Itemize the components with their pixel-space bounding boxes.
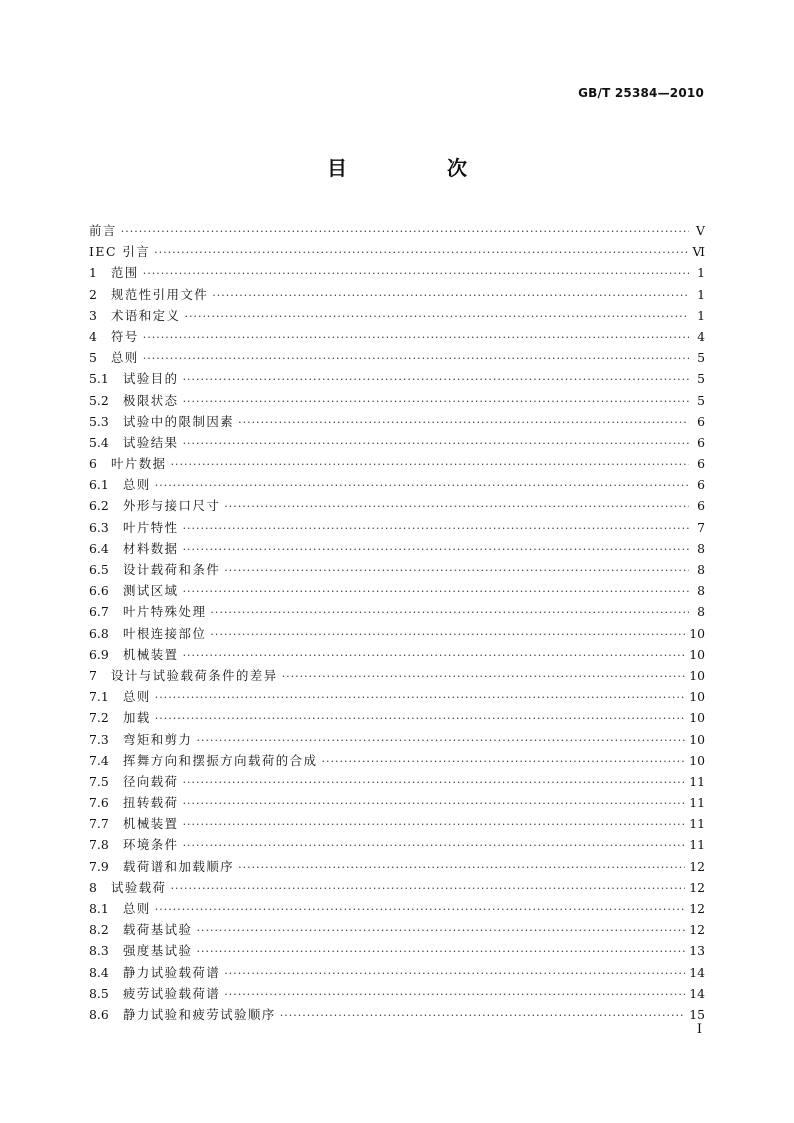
toc-entry[interactable]: [89, 601, 705, 622]
toc-leader-dots: [184, 306, 689, 327]
toc-entry-page: Ⅵ: [692, 244, 705, 260]
toc-leader-dots: [224, 984, 685, 1005]
toc-leader-dots: [183, 369, 689, 390]
toc-entry-page: 12: [689, 922, 705, 938]
toc-leader-dots: [183, 814, 686, 835]
toc-entry-page: 8: [697, 604, 705, 620]
toc-leader-dots: [143, 263, 689, 284]
toc-leader-dots: [183, 835, 686, 856]
toc-entry-page: 10: [689, 689, 705, 705]
toc-entry-number: 6.8: [89, 625, 109, 641]
toc-entry[interactable]: [89, 771, 705, 792]
toc-entry-page: 14: [689, 964, 705, 980]
toc-entry-label: 试验目的: [123, 371, 179, 387]
toc-entry-number: 7.2: [89, 710, 109, 726]
toc-entry-label: 测试区域: [123, 583, 179, 599]
toc-entry[interactable]: [89, 559, 705, 580]
toc-entry-label: 试验中的限制因素: [123, 413, 235, 429]
toc-entry-page: 10: [689, 710, 705, 726]
toc-leader-dots: [183, 518, 689, 539]
toc-entry[interactable]: [89, 284, 705, 305]
toc-leader-dots: [238, 857, 685, 878]
toc-entry-label: 疲劳试验载荷谱: [123, 985, 221, 1001]
toc-entry-page: 1: [697, 265, 705, 281]
toc-entry[interactable]: [89, 347, 705, 368]
toc-entry[interactable]: [89, 707, 705, 728]
toc-entry-label: 总则: [111, 350, 139, 366]
toc-entry[interactable]: [89, 411, 705, 432]
toc-entry[interactable]: [89, 368, 705, 389]
toc-entry-number: 4: [89, 328, 97, 344]
toc-entry-number: 8.2: [89, 922, 109, 938]
toc-entry[interactable]: [89, 940, 705, 961]
toc-entry-number: 7.4: [89, 752, 109, 768]
toc-entry-number: 5.3: [89, 413, 109, 429]
toc-entry-number: 2: [89, 286, 97, 302]
toc-leader-dots: [196, 920, 685, 941]
toc-entry-label: 叶片特殊处理: [123, 604, 207, 620]
toc-entry-label: 载荷谱和加载顺序: [123, 858, 235, 874]
toc-entry-number: 8: [89, 879, 97, 895]
page-number: I: [696, 1022, 702, 1037]
toc-entry-label: 环境条件: [123, 837, 179, 853]
toc-entry-page: 11: [689, 816, 705, 832]
toc-entry-number: 6.1: [89, 477, 109, 493]
toc-entry[interactable]: [89, 834, 705, 855]
toc-entry-page: 8: [697, 540, 705, 556]
table-of-contents: [89, 220, 705, 1025]
toc-entry[interactable]: [89, 517, 705, 538]
toc-entry-label: 强度基试验: [123, 943, 193, 959]
toc-entry-label: 静力试验和疲劳试验顺序: [123, 1006, 276, 1022]
toc-entry-label: 机械装置: [123, 816, 179, 832]
toc-entry-number: 6.4: [89, 540, 109, 556]
toc-entry[interactable]: [89, 623, 705, 644]
toc-entry-label: 规范性引用文件: [111, 286, 209, 302]
toc-entry-number: 6.7: [89, 604, 109, 620]
toc-leader-dots: [155, 687, 685, 708]
toc-entry[interactable]: [89, 644, 705, 665]
toc-entry-label: 外形与接口尺寸: [123, 498, 221, 514]
toc-leader-dots: [321, 751, 685, 772]
toc-entry[interactable]: [89, 919, 705, 940]
toc-entry-page: 5: [697, 392, 705, 408]
toc-entry-number: 8.6: [89, 1006, 109, 1022]
toc-entry-label: 符号: [111, 328, 139, 344]
toc-entry-label: 术语和定义: [111, 307, 181, 323]
toc-entry-number: 7.3: [89, 731, 109, 747]
toc-entry-number: 7: [89, 667, 97, 683]
toc-entry[interactable]: [89, 665, 705, 686]
toc-leader-dots: [196, 730, 685, 751]
toc-leader-dots: [196, 941, 685, 962]
toc-entry-number: 5.4: [89, 434, 109, 450]
toc-entry-number: 7.8: [89, 837, 109, 853]
toc-entry-page: 10: [689, 625, 705, 641]
toc-entry-page: 8: [697, 562, 705, 577]
toc-entry[interactable]: [89, 474, 705, 495]
toc-leader-dots: [224, 560, 689, 581]
toc-entry-label: 加载: [123, 710, 151, 726]
toc-entry[interactable]: [89, 432, 705, 453]
toc-entry-label: 挥舞方向和摆振方向载荷的合成: [123, 752, 318, 768]
toc-entry-label: 径向载荷: [123, 773, 179, 789]
toc-entry-number: 6.3: [89, 519, 109, 535]
toc-leader-dots: [183, 581, 689, 602]
toc-entry[interactable]: [89, 898, 705, 919]
toc-entry-page: 4: [697, 328, 705, 344]
toc-entry-number: 5.1: [89, 371, 109, 387]
toc-entry-number: 7.7: [89, 816, 109, 832]
toc-entry[interactable]: [89, 495, 705, 516]
toc-entry[interactable]: [89, 877, 705, 898]
toc-entry-number: 6: [89, 456, 97, 472]
toc-entry-number: 7.5: [89, 773, 109, 789]
toc-entry-number: 7.6: [89, 795, 109, 811]
toc-entry-page: 13: [689, 943, 705, 959]
toc-entry-label: 材料数据: [123, 540, 179, 556]
toc-leader-dots: [224, 496, 689, 517]
toc-leader-dots: [154, 242, 688, 263]
toc-entry[interactable]: [89, 580, 705, 601]
toc-entry-page: 10: [689, 731, 705, 747]
toc-entry-label: 总则: [123, 901, 151, 916]
toc-entry-page: 11: [689, 773, 705, 789]
toc-entry-page: 1: [697, 307, 705, 323]
toc-entry-page: 15: [689, 1006, 705, 1022]
toc-leader-dots: [155, 475, 689, 496]
toc-entry-page: 12: [689, 879, 705, 895]
toc-leader-dots: [183, 772, 686, 793]
toc-entry-page: 10: [689, 752, 705, 768]
toc-entry-label: 试验结果: [123, 434, 179, 450]
toc-entry-number: 3: [89, 307, 97, 323]
toc-entry-page: 11: [689, 837, 705, 853]
toc-entry-label: 前言: [89, 223, 117, 238]
toc-entry-number: 6.6: [89, 583, 109, 599]
toc-entry-page: 5: [697, 350, 705, 366]
toc-leader-dots: [183, 539, 689, 560]
toc-leader-dots: [212, 285, 689, 306]
toc-entry-label: 试验载荷: [111, 879, 167, 895]
toc-entry-number: 8.3: [89, 943, 109, 959]
toc-entry-label: 设计与试验载荷条件的差异: [111, 667, 278, 683]
toc-entry[interactable]: [89, 538, 705, 559]
toc-entry-label: 设计载荷和条件: [123, 562, 221, 577]
toc-entry-page: 6: [697, 413, 705, 429]
toc-leader-dots: [155, 899, 685, 920]
toc-entry-page: 6: [697, 477, 705, 493]
toc-entry-page: 11: [689, 795, 705, 811]
toc-entry-page: 1: [697, 286, 705, 302]
toc-entry-number: 5.2: [89, 392, 109, 408]
toc-entry-number: 6.5: [89, 562, 109, 577]
toc-entry-number: 7.9: [89, 858, 109, 874]
toc-entry-page: 10: [689, 646, 705, 662]
toc-leader-dots: [143, 327, 689, 348]
toc-entry-page: 6: [697, 456, 705, 472]
toc-leader-dots: [282, 666, 686, 687]
toc-entry-number: 8.4: [89, 964, 109, 980]
toc-entry-page: Ⅴ: [696, 223, 705, 238]
toc-leader-dots: [183, 793, 686, 814]
toc-entry-label: 范围: [111, 265, 139, 281]
toc-leader-dots: [280, 1005, 685, 1026]
toc-entry-page: 12: [689, 901, 705, 916]
toc-entry-number: 6.2: [89, 498, 109, 514]
standard-code: GB/T 25384—2010: [578, 86, 704, 100]
toc-entry-number: 8.5: [89, 985, 109, 1001]
toc-entry-page: 6: [697, 434, 705, 450]
toc-entry[interactable]: [89, 241, 705, 262]
toc-entry[interactable]: [89, 983, 705, 1004]
toc-leader-dots: [171, 878, 686, 899]
toc-entry-number: 6.9: [89, 646, 109, 662]
toc-entry-number: 7.1: [89, 689, 109, 705]
toc-entry-label: 扭转载荷: [123, 795, 179, 811]
toc-entry-label: 叶片特性: [123, 519, 179, 535]
toc-entry[interactable]: [89, 813, 705, 834]
toc-entry[interactable]: [89, 686, 705, 707]
toc-entry-page: 8: [697, 583, 705, 599]
toc-entry[interactable]: [89, 326, 705, 347]
toc-entry[interactable]: [89, 453, 705, 474]
toc-entry-number: 5: [89, 350, 97, 366]
toc-leader-dots: [171, 454, 689, 475]
toc-leader-dots: [183, 433, 689, 454]
toc-leader-dots: [210, 624, 685, 645]
toc-entry[interactable]: [89, 220, 705, 241]
page-title: 目 次: [327, 156, 507, 180]
toc-leader-dots: [183, 391, 689, 412]
toc-entry-page: 6: [697, 498, 705, 514]
toc-entry[interactable]: [89, 792, 705, 813]
toc-entry-label: 叶根连接部位: [123, 625, 207, 641]
toc-entry-label: 弯矩和剪力: [123, 731, 193, 747]
toc-entry-label: 总则: [123, 477, 151, 493]
toc-entry[interactable]: [89, 1004, 705, 1025]
toc-entry-number: 8.1: [89, 901, 109, 916]
toc-entry-label: 总则: [123, 689, 151, 705]
toc-entry-page: 14: [689, 985, 705, 1001]
toc-entry-label: IEC 引言: [89, 244, 151, 260]
toc-entry[interactable]: [89, 390, 705, 411]
toc-entry-page: 7: [697, 519, 705, 535]
toc-leader-dots: [238, 412, 689, 433]
toc-leader-dots: [224, 963, 685, 984]
toc-leader-dots: [155, 708, 685, 729]
toc-leader-dots: [121, 221, 689, 242]
toc-entry-label: 极限状态: [123, 392, 179, 408]
toc-entry[interactable]: [89, 262, 705, 283]
toc-entry-number: 1: [89, 265, 97, 281]
toc-leader-dots: [143, 348, 689, 369]
toc-entry[interactable]: [89, 856, 705, 877]
toc-entry-page: 10: [689, 667, 705, 683]
toc-entry-page: 12: [689, 858, 705, 874]
toc-entry-page: 5: [697, 371, 705, 387]
toc-entry-label: 机械装置: [123, 646, 179, 662]
toc-entry-label: 载荷基试验: [123, 922, 193, 938]
toc-leader-dots: [210, 602, 689, 623]
toc-entry[interactable]: [89, 750, 705, 771]
toc-entry[interactable]: [89, 962, 705, 983]
toc-entry[interactable]: [89, 729, 705, 750]
toc-entry-label: 叶片数据: [111, 456, 167, 472]
toc-entry[interactable]: [89, 305, 705, 326]
toc-entry-label: 静力试验载荷谱: [123, 964, 221, 980]
toc-leader-dots: [183, 645, 686, 666]
